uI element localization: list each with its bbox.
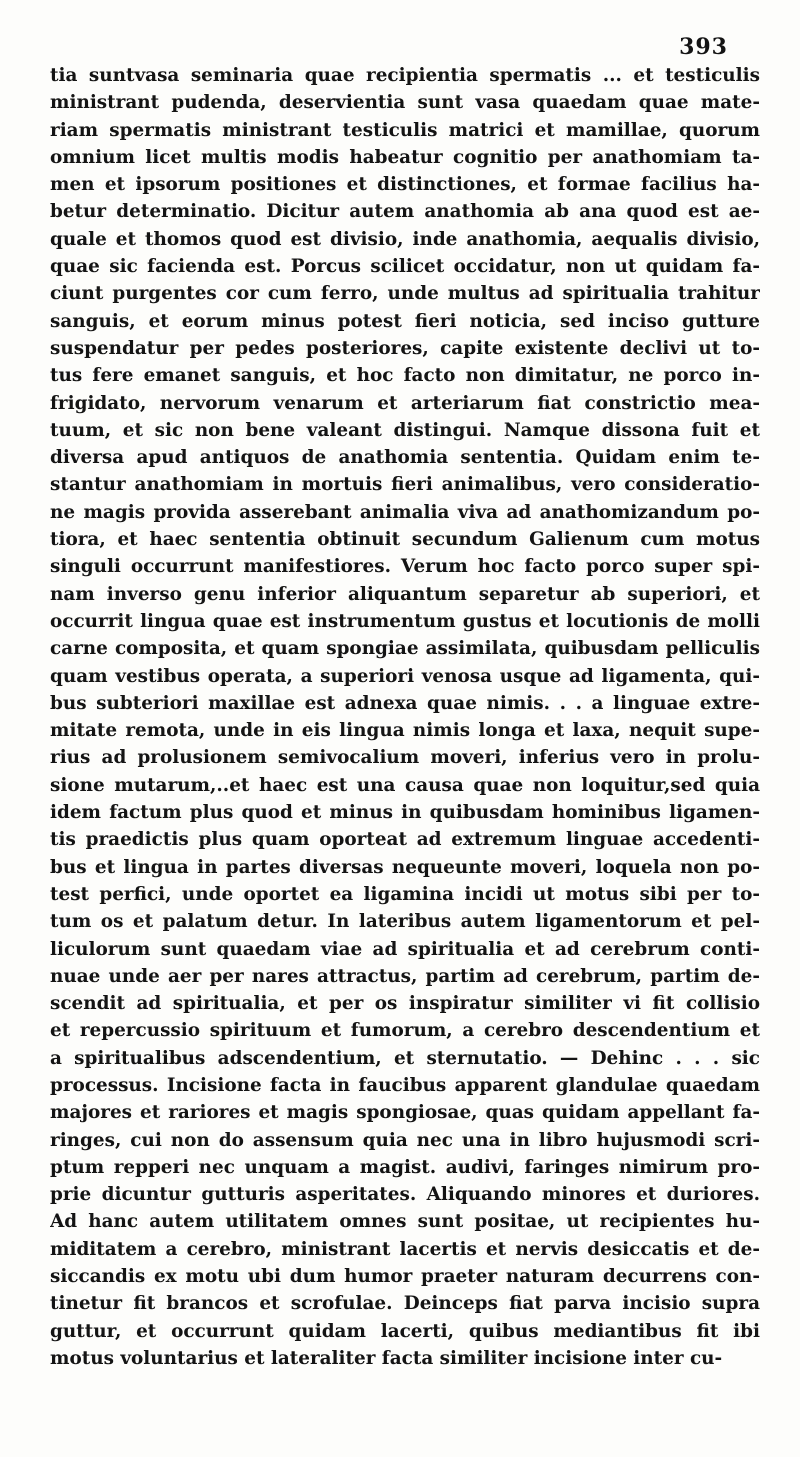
text-line: tum os et palatum detur. In lateribus autem ligamentorum et pel- [50, 911, 760, 933]
text-line: singuli occurrunt manifestiores. Verum hoc facto porco super spi- [50, 556, 760, 578]
text-line: Ad hanc autem utilitatem omnes sunt positae, ut recipientes hu- [50, 1211, 760, 1233]
text-line: tuum, et sic non bene valeant distingui. Namque dissona fuit et [50, 419, 760, 441]
text-line: motus voluntarius et lateraliter facta similiter incisione inter cu- [50, 1347, 723, 1369]
text-line: quam vestibus operata, a superiori venosa usque ad ligamenta, qui- [50, 665, 760, 687]
text-line: bus et lingua in partes diversas nequeunte moveri, loquela non po- [50, 856, 760, 878]
text-line: tus fere emanet sanguis, et hoc facto non dimitatur, ne porco in- [50, 365, 760, 387]
text-line: scendit ad spiritualia, et per os inspiratur similiter vi fit collisio [50, 993, 760, 1015]
text-line: ministrant pudenda, deservientia sunt vasa quaedam quae mate- [50, 92, 760, 114]
text-line: ptum repperi nec unquam a magist. audivi, faringes nimirum pro- [50, 1156, 760, 1178]
text-line: occurrit lingua quae est instrumentum gustus et locutionis de molli [50, 610, 760, 632]
text-line: nam inverso genu inferior aliquantum separetur ab superiori, et [50, 583, 760, 605]
text-line: quale et thomos quod est divisio, inde anathomia, aequalis divisio, [50, 228, 760, 250]
body-text [50, 62, 760, 1372]
text-line: diversa apud antiquos de anathomia sententia. Quidam enim te- [50, 447, 760, 469]
text-line: stantur anathomiam in mortuis fieri animalibus, vero consideratio- [50, 474, 760, 496]
text-line: ringes, cui non do assensum quia nec una in libro hujusmodi scri- [50, 1129, 760, 1151]
text-line: ciunt purgentes cor cum ferro, unde multus ad spiritualia trahitur [50, 283, 760, 305]
text-line: bus subteriori maxillae est adnexa quae nimis. . . a linguae extre- [50, 692, 760, 714]
text-line: mitate remota, unde in eis lingua nimis longa et laxa, nequit supe- [50, 720, 760, 742]
text-line: riam spermatis ministrant testiculis matrici et mamillae, quorum [50, 119, 760, 141]
text-line: tiora, et haec sententia obtinuit secundum Galienum cum motus [50, 529, 760, 551]
text-line: frigidato, nervorum venarum et arteriarum fiat constrictio mea- [50, 392, 760, 414]
text-line: quae sic facienda est. Porcus scilicet occidatur, non ut quidam fa- [50, 256, 760, 278]
text-line: et repercussio spirituum et fumorum, a cerebro descendentium et [50, 1020, 760, 1042]
text-line: prie dicuntur gutturis asperitates. Aliquando minores et duriores. [50, 1184, 760, 1206]
text-line: guttur, et occurrunt quidam lacerti, quibus mediantibus fit ibi [50, 1320, 760, 1342]
text-line: betur determinatio. Dicitur autem anathomia ab ana quod est ae- [50, 201, 760, 223]
text-line: tis praedictis plus quam oporteat ad extremum linguae accedenti- [50, 829, 760, 851]
text-line: omnium licet multis modis habeatur cognitio per anathomiam ta- [50, 146, 760, 168]
text-line: majores et rariores et magis spongiosae, quas quidam appellant fa- [50, 1102, 760, 1124]
text-line: tinetur fit brancos et scrofulae. Deinceps fiat parva incisio supra [50, 1293, 760, 1315]
text-line: tia suntvasa seminaria quae recipientia spermatis ... et testiculis [50, 65, 760, 86]
text-line: processus. Incisione facta in faucibus apparent glandulae quaedam [50, 1074, 760, 1096]
text-line: siccandis ex motu ubi dum humor praeter naturam decurrens con- [50, 1266, 760, 1288]
page-number: 393 [679, 34, 728, 60]
text-line: sione mutarum,..et haec est una causa quae non loquitur,sed quia [50, 774, 760, 796]
text-line: ne magis provida asserebant animalia viva ad anathomizandum po- [50, 501, 760, 523]
text-line: test perfici, unde oportet ea ligamina incidi ut motus sibi per to- [50, 883, 760, 905]
text-line: nuae unde aer per nares attractus, partim ad cerebrum, partim de- [50, 965, 760, 987]
text-line: liculorum sunt quaedam viae ad spiritualia et ad cerebrum conti- [50, 938, 760, 960]
text-line: carne composita, et quam spongiae assimilata, quibusdam pelliculis [50, 638, 760, 660]
text-line: men et ipsorum positiones et distinctiones, et formae facilius ha- [50, 174, 760, 196]
text-line: suspendatur per pedes posteriores, capite existente declivi ut to- [50, 337, 760, 359]
text-line: rius ad prolusionem semivocalium moveri, inferius vero in prolu- [50, 747, 760, 769]
text-line: idem factum plus quod et minus in quibusdam hominibus ligamen- [50, 802, 760, 824]
text-line: miditatem a cerebro, ministrant lacertis et nervis desiccatis et de- [50, 1238, 760, 1260]
text-line: sanguis, et eorum minus potest fieri noticia, sed inciso gutture [50, 310, 760, 332]
text-line: a spiritualibus adscendentium, et sternutatio. — Dehinc . . . sic [50, 1047, 760, 1069]
